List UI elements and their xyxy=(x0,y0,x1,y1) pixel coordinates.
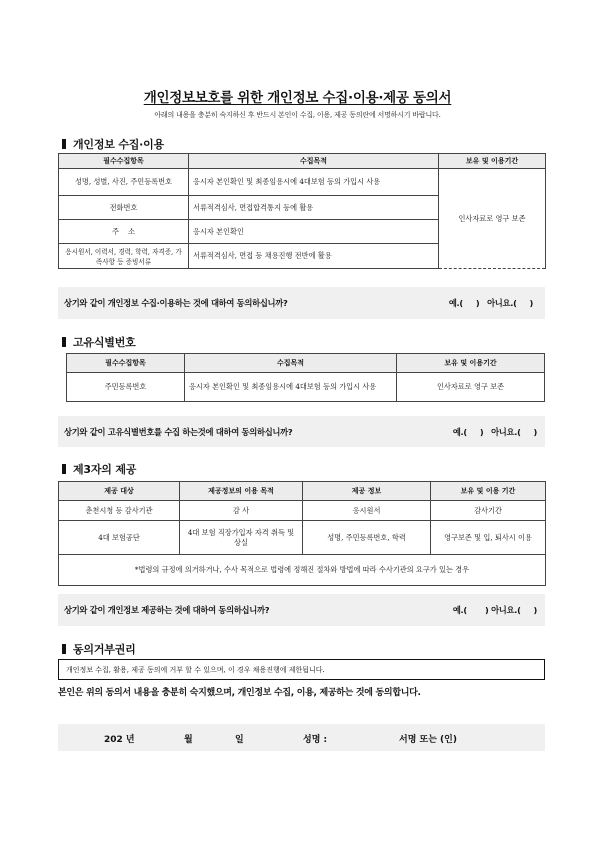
table-cell-item: 주 소 xyxy=(59,220,189,244)
table-header: 보유 및 이용기간 xyxy=(439,154,546,169)
table-cell-item: 성명, 성별, 사진, 주민등록번호 xyxy=(59,169,189,196)
consent-row-third-party xyxy=(58,594,545,626)
section-title-text: 개인정보 수집·이용 xyxy=(73,138,165,151)
section-title-text: 고유식별번호 xyxy=(73,336,136,349)
table-header: 보유 및 이용기간 xyxy=(397,354,545,373)
section-title-unique-id xyxy=(62,334,136,350)
section-bullet-icon xyxy=(62,644,66,654)
table-cell-item: 주민등록번호 xyxy=(67,373,185,402)
section-bullet-icon xyxy=(62,464,66,474)
table-header: 제공 대상 xyxy=(59,482,180,501)
signature-month[interactable]: 월 xyxy=(184,735,193,745)
refusal-notice-text: 개인정보 수집, 활용, 제공 동의에 거부 할 수 있으며, 이 경우 채용진행에 제한됩니다. xyxy=(66,665,325,674)
refusal-notice-box xyxy=(58,659,545,680)
table-header: 제공정보의 이용 목적 xyxy=(180,482,303,501)
section-title-text: 동의거부권리 xyxy=(73,643,136,656)
table-header: 보유 및 이용 기간 xyxy=(431,482,546,501)
table-cell-target: 춘천시청 등 감사기관 xyxy=(59,501,180,521)
consent-question: 상기와 같이 고유식별번호를 수집 하는것에 대하여 동의하십니까? xyxy=(64,426,293,437)
signature-name-label[interactable]: 성명 : xyxy=(303,735,328,745)
signature-year[interactable]: 202 년 xyxy=(104,735,135,745)
table-row xyxy=(59,501,546,521)
section-bullet-icon xyxy=(62,337,66,347)
page-title: 개인정보보호를 위한 개인정보 수집·이용·제공 동의서 xyxy=(143,90,452,106)
table-row xyxy=(67,373,545,402)
section-title-third-party xyxy=(62,461,136,477)
consent-question: 상기와 같이 개인정보 제공하는 것에 대하여 동의하십니까? xyxy=(64,605,270,615)
table-cell-item: 응시원서, 이력서, 경력, 학력, 자격증, 가족사항 등 증빙서류 xyxy=(59,244,189,269)
table-header: 수집목적 xyxy=(185,354,397,373)
signature-sign-label[interactable]: 서명 또는 (인) xyxy=(399,735,457,745)
section-title-text: 제3자의 제공 xyxy=(73,463,137,476)
table-header-row xyxy=(59,154,546,169)
table-cell-retention: 인사자료로 영구 보존 xyxy=(397,373,545,402)
consent-checkbox-yes-no[interactable]: 예.( ) 아니요.( ) xyxy=(452,426,537,437)
consent-checkbox-yes-no[interactable]: 예.( ) 아니요.( ) xyxy=(452,605,537,615)
table-row xyxy=(59,521,546,555)
unique-id-table xyxy=(66,353,545,402)
table-cell-purpose: 응시자 본인확인 및 최종임용시에 4대보험 등의 가입시 사용 xyxy=(185,373,397,402)
consent-row-collection xyxy=(58,287,545,319)
table-cell-purpose: 감 사 xyxy=(180,501,303,521)
table-cell-retention: 감사기간 xyxy=(431,501,546,521)
table-cell-info: 응시원서 xyxy=(303,501,431,521)
table-cell-purpose: 응시자 본인확인 및 최종임용시에 4대보험 등의 가입시 사용 xyxy=(189,169,439,196)
third-party-table xyxy=(58,481,546,586)
table-cell-purpose: 서류적격심사, 면접 등 채용진행 전반에 활용 xyxy=(189,244,439,269)
page-subtitle: 아래의 내용을 충분히 숙지하신 후 반드시 본인이 수집, 이용, 제공 동의란에 서명하시기 바랍니다. xyxy=(154,111,441,119)
table-cell-retention: 영구보존 및 입, 퇴사시 이용 xyxy=(431,521,546,555)
consent-question: 상기와 같이 개인정보 수집·이용하는 것에 대하여 동의하십니까? xyxy=(64,298,288,308)
table-cell-purpose: 서류적격심사, 면접합격통지 등에 활용 xyxy=(189,196,439,220)
table-cell-purpose: 4대 보험 직장가입자 자격 취득 및 상실 xyxy=(180,521,303,555)
table-header-row xyxy=(59,482,546,501)
section-bullet-icon xyxy=(62,139,66,149)
table-row xyxy=(59,169,546,196)
table-header: 제공 정보 xyxy=(303,482,431,501)
table-cell-item: 전화번호 xyxy=(59,196,189,220)
table-cell-info: 성명, 주민등록번호, 학력 xyxy=(303,521,431,555)
consent-row-unique-id xyxy=(58,416,545,447)
table-row xyxy=(59,555,546,586)
signature-row xyxy=(58,724,545,751)
signature-day[interactable]: 일 xyxy=(235,735,244,745)
collection-table xyxy=(58,153,546,269)
consent-checkbox-yes-no[interactable]: 예.( ) 아니요.( ) xyxy=(448,298,533,308)
table-note: *법령의 규정에 의거하거나, 수사 목적으로 법령에 정해진 절차와 방법에 따라 수사기관의 요구가 있는 경우 xyxy=(59,555,546,586)
final-statement: 본인은 위의 동의서 내용을 충분히 숙지했으며, 개인정보 수집, 이용, 제공하는 것에 동의합니다. xyxy=(58,688,421,698)
table-header: 필수수집항목 xyxy=(67,354,185,373)
section-title-collection xyxy=(62,136,164,152)
table-cell-purpose: 응시자 본인확인 xyxy=(189,220,439,244)
table-header: 필수수집항목 xyxy=(59,154,189,169)
table-cell-target: 4대 보험공단 xyxy=(59,521,180,555)
table-header: 수집목적 xyxy=(189,154,439,169)
table-cell-retention: 인사자료로 영구 보존 xyxy=(439,169,546,269)
table-header-row xyxy=(67,354,545,373)
section-title-refusal xyxy=(62,641,136,657)
